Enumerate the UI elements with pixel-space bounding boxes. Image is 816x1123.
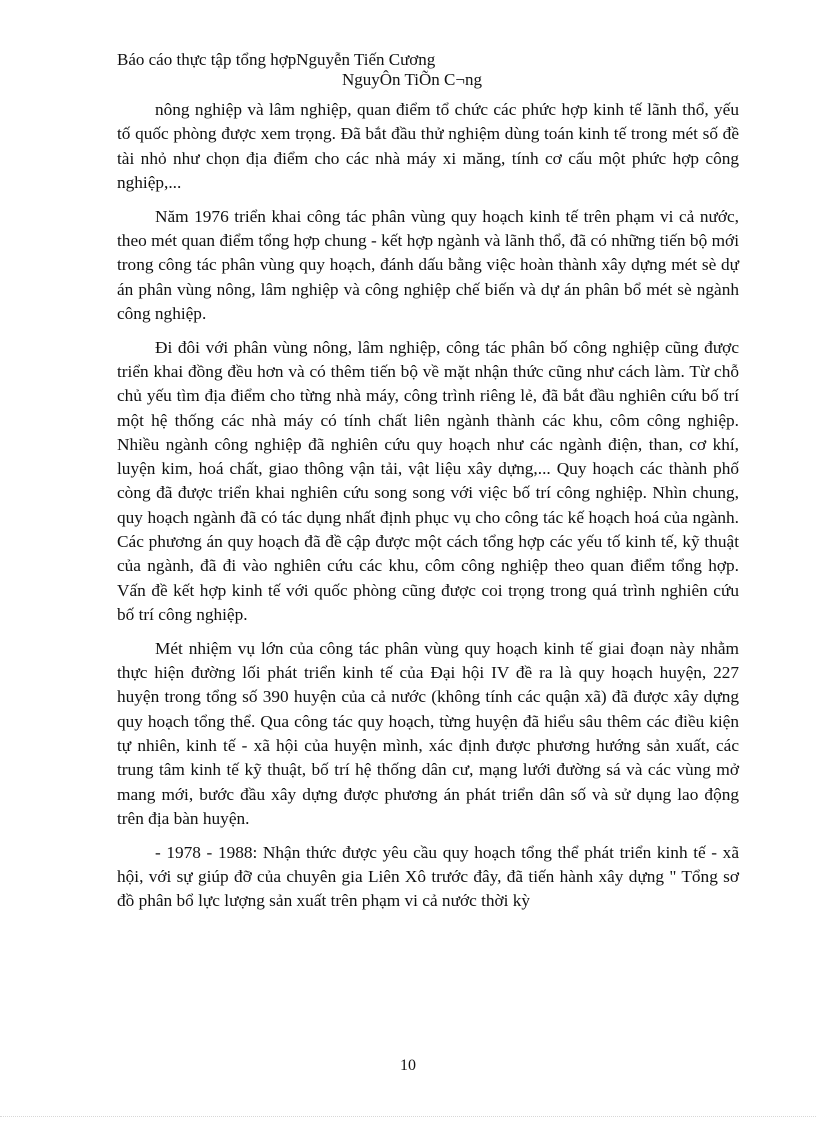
paragraph-2: Năm 1976 triển khai công tác phân vùng quy hoạch kinh tế trên phạm vi cả nước, theo mét quan điểm tổng hợp chung - kết hợp ngành và lãnh thổ, đã có những tiến bộ mới trong công tác phân vùng quy hoạch, đánh dấu bằng việc hoàn thành xây dựng mét sè dự án phân vùng nông, lâm nghiệp và công nghiệp chế biến và dự án phân bổ mét sè ngành công nghiệp. bbox=[117, 206, 739, 323]
body-text bbox=[117, 98, 739, 923]
header-title: Báo cáo thực tập tổng hợpNguyễn Tiến Cương bbox=[117, 50, 436, 69]
header-author-garbled: NguyÔn TiÕn C¬ng bbox=[342, 70, 482, 89]
page-divider bbox=[0, 1116, 816, 1117]
paragraph-4: Mét nhiệm vụ lớn của công tác phân vùng quy hoạch kinh tế giai đoạn này nhằm thực hiện đường lối phát triển kinh tế của Đại hội IV đề ra là quy hoạch huyện, 227 huyện trong tổng số 390 huyện của cả nước (không tính các quận xã) đã được xây dựng quy hoạch tổng thể. Qua công tác quy hoạch, từng huyện đã hiểu sâu thêm các điều kiện tự nhiên, kinh tế - xã hội của huyện mình, xác định được phương hướng sản xuất, các trung tâm kinh tế kỹ thuật, bố trí hệ thống dân cư, mạng lưới đường sá và các vùng mở mang mới, bước đầu xây dựng được phương án phát triển dân số và sử dụng lao động trên địa bàn huyện. bbox=[117, 638, 739, 828]
page-number: 10 bbox=[400, 1057, 416, 1074]
paragraph-5: - 1978 - 1988: Nhận thức được yêu cầu quy hoạch tổng thể phát triển kinh tế - xã hội, với sự giúp đỡ của chuyên gia Liên Xô trước đây, đã tiến hành xây dựng " Tổng sơ đồ phân bổ lực lượng sản xuất trên phạm vi cả nước thời kỳ bbox=[117, 842, 739, 911]
paragraph-3: Đi đôi với phân vùng nông, lâm nghiệp, công tác phân bố công nghiệp cũng được triển khai đồng đều hơn và có thêm tiến bộ về mặt nhận thức cũng như cách làm. Từ chỗ chủ yếu tìm địa điểm cho từng nhà máy, công trình riêng lẻ, đã bắt đầu nghiên cứu bố trí một hệ thống các nhà máy có tính chất liên ngành thành các khu, côm công nghiệp. Nhiều ngành công nghiệp đã nghiên cứu quy hoạch như các ngành điện, than, cơ khí, luyện kim, hoá chất, giao thông vận tải, vật liệu xây dựng,... Quy hoạch các thành phố còng đã được triển khai nghiên cứu song song với việc bố trí công nghiệp. Nhìn chung, quy hoạch ngành đã có tác dụng nhất định phục vụ cho công tác kế hoạch hoá của ngành. Các phương án quy hoạch đã đề cập được một cách tổng hợp các yếu tố kinh tế, kỹ thuật của ngành, đã đi vào nghiên cứu các khu, côm công nghiệp theo quan điểm tổng hợp. Vấn đề kết hợp kinh tế với quốc phòng cũng được coi trọng trong quá trình nghiên cứu bố trí công nghiệp. bbox=[117, 337, 739, 624]
page-header bbox=[117, 50, 737, 90]
paragraph-1: nông nghiệp và lâm nghiệp, quan điểm tổ chức các phức hợp kinh tế lãnh thổ, yếu tố quốc phòng được xem trọng. Đã bắt đầu thử nghiệm dùng toán kinh tế trong mét số đề tài nhỏ như chọn địa điểm cho các nhà máy xi măng, tính cơ cấu một phức hợp công nghiệp,... bbox=[117, 100, 739, 192]
